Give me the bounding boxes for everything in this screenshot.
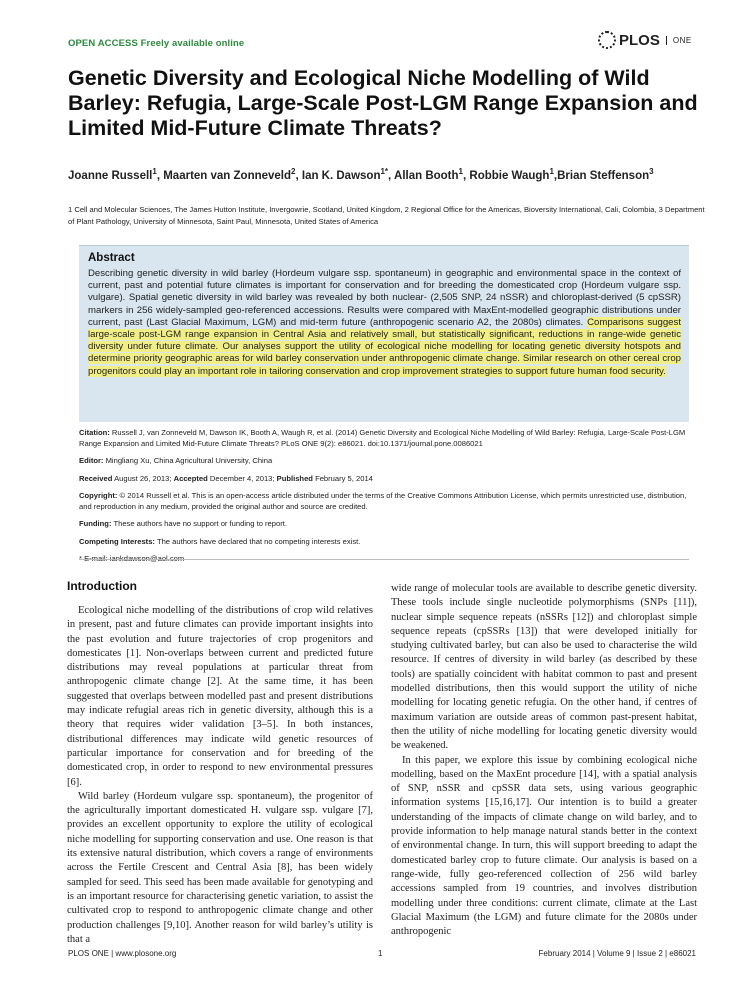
abstract-box (79, 245, 689, 422)
open-access-tag: OPEN ACCESS Freely available online (68, 38, 245, 49)
abstract-highlight: Comparisons suggest large-scale post-LGM range expansion in Central Asia and relatively small, but statistically significant, reductions in range-wide genetic diversity under future climate. Our analyses support the utility of ecological niche modelling for locating genetic diversity hotspots and determine priority geographic areas for wild barley conservation under anthropogenic climate change. Similar research on other cereal crop progenitors could play an important role in tailoring conservation and crop improvement strategies to support future human food security. (88, 316, 681, 377)
article-metadata (79, 428, 689, 571)
paragraph: Ecological niche modelling of the distributions of crop wild relatives in present, past and future climates can provide important insights into the past evolution and future trajectories of crop progenitors and domesticates [1]. Non-overlaps between current and predicted future distributions may reveal populations at particular threat from anthropogenic climate change [2]. At the same time, it has been suggested that overlaps between modelled past and present distributions may indicate refugial areas rich in genetic diversity, although this is a theory that requires wider validation [3–5]. In both instances, distributional differences may indicate wild genetic resources of particular importance for conservation and for breeding of the domesticated crop, in order to respond to new environmental pressures [6]. (67, 605, 373, 788)
author: Allan Booth$^1$ (394, 167, 463, 182)
page-number: 1 (378, 949, 383, 958)
plos-logo-text: PLOS (619, 31, 660, 49)
author: Maarten van Zonneveld$^2$ (163, 167, 296, 182)
paragraph: wide range of molecular tools are available to describe genetic diversity. These tools include single nucleotide polymorphisms (SNPs [11]), nuclear simple sequence repeats (nSSRs [12]) and chloroplast simple sequence repeats (cpSSRs [13]) that were developed initially for studying cultivated barley, but can also be used to characterise the wild resource. If centres of diversity in wild barley (as described by these tools) are spatially coincident with habitat common to past and present modelled distributions, then this would support the utility of niche modelling for locating genetic refugia. On the other hand, if centres of maximum variation are outside areas of common past-present habitat, then the utility of niche modelling for locating genetic diversity would be weakened. (391, 583, 697, 752)
introduction-heading: Introduction (67, 579, 137, 593)
author: Robbie Waugh$^1$ (469, 167, 554, 182)
copyright: Copyright: © 2014 Russell et al. This is an open-access article distributed under the terms of the Creative Commons Attribution License, which permits unrestricted use, distribution, and reproduction in any medium, provided the original author and source are credited. (79, 490, 687, 511)
dates: Received August 26, 2013; Accepted December 4, 2013; Published February 5, 2014 (79, 473, 373, 483)
author-affiliation-mark: 1* (380, 167, 389, 176)
author-list: Joanne Russell$^1$, Maarten van Zonneveld$^2$, Ian K. Dawson$^{1*}$, Allan Booth$^1$, Robbie Waugh$^1$,Brian Steffenson$^3$ (68, 167, 654, 182)
plos-logo (598, 31, 692, 49)
plos-logo-icon (598, 31, 616, 49)
footer-issue: February 2014 | Volume 9 | Issue 2 | e86021 (538, 949, 696, 958)
abstract-heading: Abstract (88, 252, 135, 264)
meta-divider (79, 559, 689, 560)
abstract-plain: Describing genetic diversity in wild barley (Hordeum vulgare ssp. spontaneum) in geographic and environmental space in the context of current, past and potential future climates is important for conservation and for breeding the domesticated crop (Hordeum vulgare ssp. vulgare). Spatial genetic diversity in wild barley was revealed by both nuclear- (2,505 SNP, 24 nSSR) and chloroplast-derived (5 cpSSR) markers in 256 widely-sampled geo-referenced accessions. Results were compared with MaxEnt-modelled geographic distributions under current, past (Last Glacial Maximum, LGM) and mid-term future (anthropogenic scenario A2, the 2080s) climates. (88, 268, 681, 328)
plos-logo-sub: ONE (666, 36, 692, 45)
author-affiliation-mark: 1 (152, 167, 157, 176)
citation: Citation: Russell J, van Zonneveld M, Dawson IK, Booth A, Waugh R, et al. (2014) Genetic Diversity and Ecological Niche Modelling of Wild Barley: Refugia, Large-Scale Post-LGM Range Expansion and Limited Mid-Future Climate Threats? PLoS ONE 9(2): e86021. doi:10.1371/journal.pone.0086021 (79, 428, 686, 448)
paragraph: Wild barley (Hordeum vulgare ssp. spontaneum), the progenitor of the agriculturally important domesticated H. vulgare ssp. vulgare [7], provides an excellent opportunity to explore the utility of ecological niche modelling for supporting conservation and use. One reason is that its extensive natural distribution, which covers a range of environments across the Fertile Crescent and Central Asia [8], has been widely sampled for seed. This seed has been made available for genotyping and is an important resource for characterising genetic variation, to assist the cultivated crop to respond to anthropogenic climate change and other production challenges [9,10]. Another reason for wild barley’s utility is that a (67, 790, 373, 945)
author-affiliation-mark: 3 (649, 167, 654, 176)
author: Joanne Russell$^1$ (68, 167, 157, 182)
footer-journal: PLOS ONE | www.plosone.org (68, 949, 177, 958)
funding: Funding: These authors have no support or funding to report. (79, 519, 287, 529)
editor: Editor: Mingliang Xu, China Agricultural University, China (79, 456, 273, 466)
author-affiliation-mark: 2 (291, 167, 296, 176)
affiliations: 1 Cell and Molecular Sciences, The James Hutton Institute, Invergowrie, Scotland, United Kingdom, 2 Regional Office for the Americas, Bioversity International, Cali, Colombia, 3 Department of Plant Pathology, University of Minnesota, Saint Paul, Minnesota, United States of America (68, 205, 705, 226)
author-affiliation-mark: 1 (549, 167, 554, 176)
column-left (67, 604, 373, 947)
email[interactable]: * E-mail: iankdawson@aol.com (79, 553, 185, 563)
abstract-text (88, 268, 681, 378)
author: Brian Steffenson$^3$ (557, 167, 654, 182)
paragraph: In this paper, we explore this issue by combining ecological niche modelling, based on the MaxEnt procedure [14], with a spatial analysis of SNP, nSSR and cpSSR data sets, using various geographic information systems [15,16,17]. Our intention is to build a greater understanding of the impacts of climate change on wild barley, and to provide information to help manage natural stands better in the context of environmental change. In turn, this will support breeding to adapt the domesticated barley crop to future climate. Our analysis is based on a range-wide, fully geo-referenced collection of 256 wild barley accessions sampled from 19 countries, and involves distribution modelling under three conditions: current climate, climate at the Last Glacial Maximum (the LGM) and future climate for the 2080s under anthropogenic (391, 754, 697, 938)
author-affiliation-mark: 1 (458, 167, 463, 176)
column-right (391, 582, 697, 939)
competing-interests: Competing Interests: The authors have declared that no competing interests exist. (79, 536, 361, 546)
article-title: Genetic Diversity and Ecological Niche Modelling of Wild Barley: Refugia, Large-Scale Post-LGM Range Expansion and Limited Mid-Future Climate Threats? (68, 66, 698, 140)
author: Ian K. Dawson$^{1*}$ (301, 167, 389, 182)
